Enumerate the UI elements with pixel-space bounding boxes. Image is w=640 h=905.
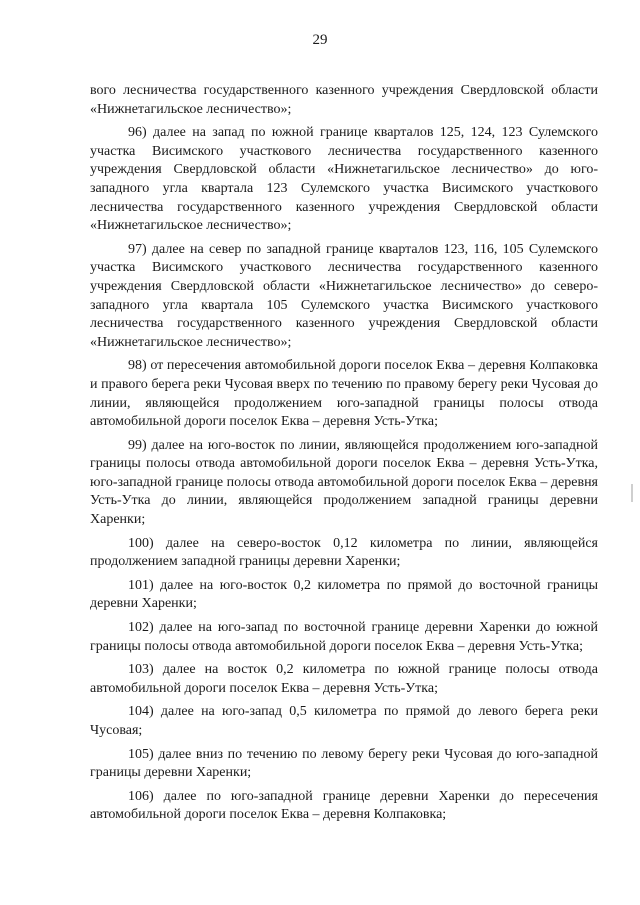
document-body — [90, 82, 598, 830]
paragraph-96: 96) далее на запад по южной границе кварталов 125, 124, 123 Сулемского участка Висимского участкового лесничества государственного казенного учреждения Свердловской области «Нижнетагильское лесничество» до юго-западного угла квартала 123 Сулемского участка Висимского участкового лесничества государственного казенного учреждения Свердловской области «Нижнетагильское лесничество»; — [90, 125, 598, 234]
paragraph-106: 106) далее по юго-западной границе деревни Харенки до пересечения автомобильной дороги поселок Еква – деревня Колпаковка; — [90, 788, 598, 823]
scan-edge-mark — [631, 484, 633, 502]
paragraph-103: 103) далее на восток 0,2 километра по южной границе полосы отвода автомобильной дороги поселок Еква – деревня Усть-Утка; — [90, 662, 598, 696]
page-number: 29 — [312, 32, 328, 48]
paragraph-104: 104) далее на юго-запад 0,5 километра по прямой до левого берега реки Чусовая; — [90, 704, 598, 738]
paragraph-101: 101) далее на юго-восток 0,2 километра по прямой до восточной границы деревни Харенки; — [90, 577, 598, 612]
paragraph-100: 100) далее на северо-восток 0,12 километра по линии, являющейся продолжением западной границы деревни Харенки; — [90, 535, 598, 570]
paragraph-98: 98) от пересечения автомобильной дороги поселок Еква – деревня Колпаковка и правого берега реки Чусовая вверх по течению по правому берегу реки Чусовая до линии, являющейся продолжением юго-западной границы полосы отвода автомобильной дороги поселок Еква – деревня Усть-Утка; — [90, 358, 598, 430]
paragraph-97: 97) далее на север по западной границе кварталов 123, 116, 105 Сулемского участка Висимского участкового лесничества государственного казенного учреждения Свердловской области «Нижнетагильское лесничество» до северо-западного угла квартала 105 Сулемского участка Висимского участкового лесничества государственного казенного учреждения Свердловской области «Нижнетагильское лесничество»; — [90, 241, 598, 350]
paragraph-105: 105) далее вниз по течению по левому берегу реки Чусовая до юго-западной границы деревни Харенки; — [90, 746, 598, 781]
paragraph-99: 99) далее на юго-восток по линии, являющейся продолжением юго-западной границы полосы отвода автомобильной дороги поселок Еква – деревня Усть-Утка, юго-западной границе полосы отвода автомобильной дороги поселок Еква – деревня Усть-Утка до линии, являющейся продолжением западной границы деревни Харенки; — [90, 437, 598, 528]
paragraph-102: 102) далее на юго-запад по восточной границе деревни Харенки до южной границы полосы отвода автомобильной дороги поселок Еква – деревня Усть-Утка; — [90, 620, 598, 654]
paragraph-continuation: вого лесничества государственного казенного учреждения Свердловской области «Нижнетагильское лесничество»; — [90, 83, 598, 117]
